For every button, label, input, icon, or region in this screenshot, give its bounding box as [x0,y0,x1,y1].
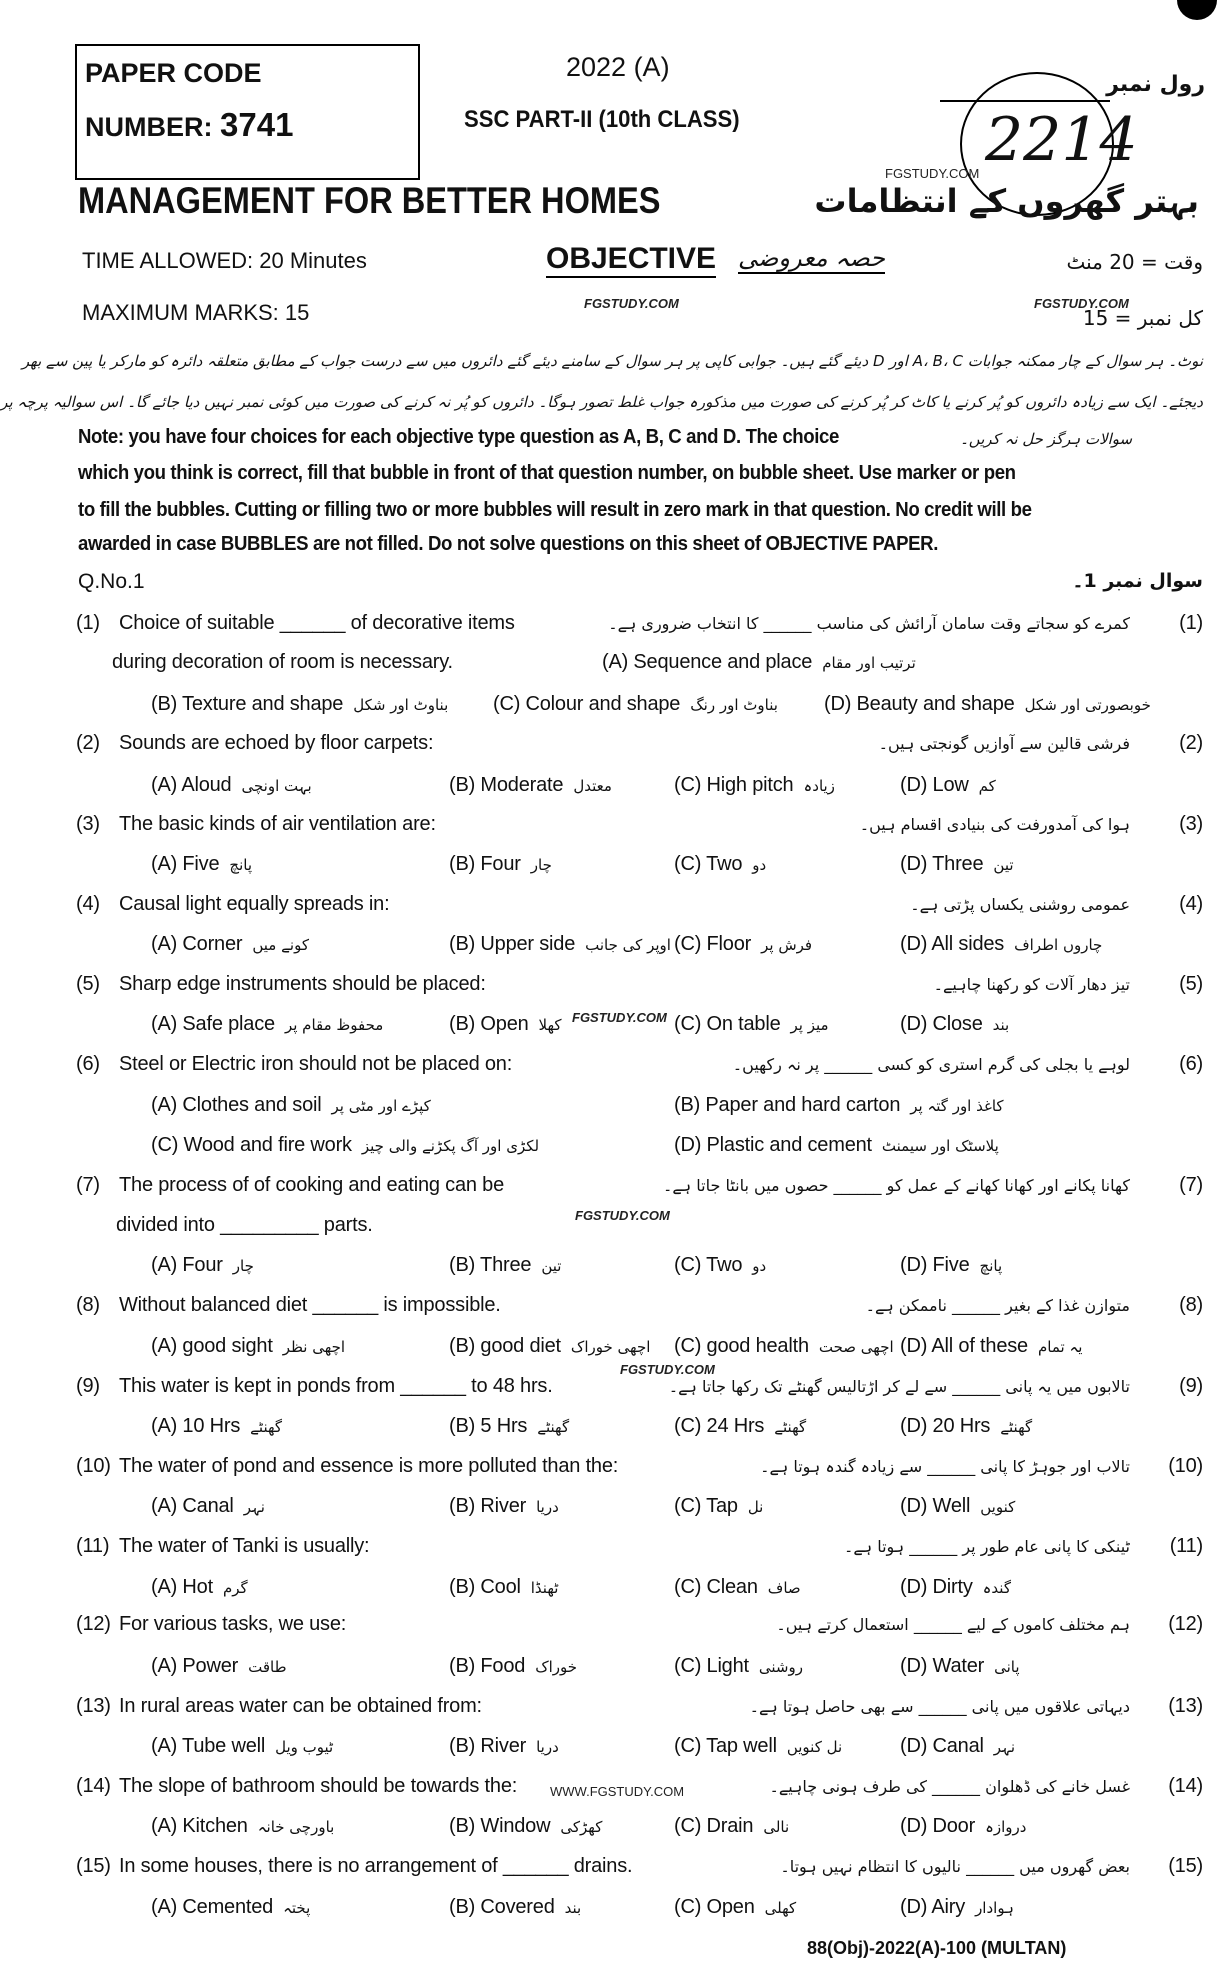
option-d [900,1655,1020,1678]
option-label: (B) Covered [449,1896,555,1918]
option-label-urdu: دریا [536,1498,559,1516]
option-label-urdu: دو [752,856,767,874]
option-label: (C) Clean [674,1576,758,1598]
question-text: The water of pond and essence is more polluted than the: [119,1455,619,1477]
question-text: Sharp edge instruments should be placed: [119,973,486,995]
option-label-urdu: محفوظ مقام پر [284,1016,384,1034]
option-label-urdu: میز پر [790,1016,829,1034]
question-number-urdu: (9) [1179,1375,1203,1397]
question-text-urdu: تالاب اور جوہڑ کا پانی ______ سے زیادہ گندہ ہوتا ہے۔ [760,1457,1130,1476]
option-c [674,1495,763,1518]
option-label: (D) Dirty [900,1576,973,1598]
option-c [151,1134,539,1157]
corner-mark [1177,0,1217,20]
option-a [151,774,312,797]
option-label: (A) Four [151,1254,223,1276]
option-a [151,1735,333,1758]
question-text-urdu: کھانا پکانے اور کھانا کھانے کے عمل کو ______ حصوں میں بانٹا جاتا ہے۔ [663,1176,1130,1195]
option-label-urdu: تین [993,856,1014,874]
option-label-urdu: خوبصورتی اور شکل [1024,696,1151,714]
question-text: The slope of bathroom should be towards the: [119,1775,518,1797]
option-b [449,1655,577,1678]
watermark: FGSTUDY.COM [575,1208,670,1223]
option-label: (D) Low [900,774,969,796]
option-label-urdu: کنویں [980,1498,1016,1516]
option-label-urdu: کھلی [764,1899,797,1917]
option-label: (C) Drain [674,1815,754,1837]
option-label: (A) Clothes and soil [151,1094,322,1116]
option-label: (D) Door [900,1815,976,1837]
option-label: (C) good health [674,1335,809,1357]
question-number: (14) [76,1775,111,1797]
option-label: (A) 10 Hrs [151,1415,241,1437]
note-line-4: awarded in case BUBBLES are not filled. Do not solve questions on this sheet of OBJECTIVE PAPER. [78,533,939,555]
option-label-urdu: بناوٹ اور شکل [353,696,449,714]
watermark: FGSTUDY.COM [885,166,980,181]
option-label: (D) All of these [900,1335,1028,1357]
option-d [900,1896,1014,1919]
option-b [449,1013,562,1036]
option-label-urdu: تین [541,1257,562,1275]
option-label-urdu: بند [992,1016,1010,1034]
option-a [151,853,252,876]
option-label-urdu: دو [752,1257,767,1275]
option-a [151,1495,265,1518]
maximum-marks: MAXIMUM MARKS: 15 [82,300,310,325]
option-label-urdu: معتدل [573,777,612,795]
option-b [449,1735,559,1758]
option-a [151,1415,282,1438]
option-label: (B) Upper side [449,933,576,955]
option-d [824,693,1151,716]
question-number-urdu: (4) [1179,893,1203,915]
question-text: Steel or Electric iron should not be placed on: [119,1053,513,1075]
option-b [449,933,671,956]
option-b [449,774,612,797]
option-a [151,1576,248,1599]
option-c [674,853,766,876]
option-label-urdu: نل [747,1498,764,1516]
option-label-urdu: ترتیب اور مقام [822,654,916,672]
option-label-urdu: چاروں اطراف [1014,936,1103,954]
option-label: (C) Two [674,853,743,875]
question-number: (8) [76,1294,100,1316]
option-label: (B) Open [449,1013,529,1035]
question-number: (1) [76,612,100,634]
option-label-urdu: ٹیوب ویل [275,1738,334,1756]
note-urdu-line-1: نوٹ۔ ہر سوال کے چار ممکنہ جوابات A، B، C اور D دیئے گئے ہیں۔ جوابی کاپی پر ہر سوال کے سامنے دیئے گئے دائروں میں سے درست جواب کے مطابق متعلقہ دائرہ کو مارکر یا پین سے بھر [21,352,1203,370]
option-a [151,1094,431,1117]
question-text: In rural areas water can be obtained from: [119,1695,482,1717]
option-label: (D) All sides [900,933,1005,955]
option-c [674,1655,803,1678]
option-a [151,1013,383,1036]
option-d [900,774,996,797]
option-d [900,933,1102,956]
note-line-3: to fill the bubbles. Cutting or filling two or more bubbles will result in zero mark in that question. No credit will be [78,499,1032,521]
option-label-urdu: فرش پر [761,936,813,954]
option-label-urdu: گندہ [982,1579,1011,1597]
question-text-urdu: ہم مختلف کاموں کے لیے ______ استعمال کرتے ہیں۔ [776,1615,1130,1634]
option-d [900,1495,1015,1518]
option-label: (A) Kitchen [151,1815,248,1837]
question-number: (2) [76,732,100,754]
option-b [449,1254,561,1277]
option-label: (B) Food [449,1655,526,1677]
option-label: (A) Cemented [151,1896,274,1918]
option-label: (D) Three [900,853,984,875]
option-b [449,1495,559,1518]
option-a [151,1254,254,1277]
option-label-urdu: پختہ [283,1899,311,1917]
option-label-urdu: ٹھنڈا [530,1579,559,1597]
option-label-urdu: دروازہ [985,1818,1027,1836]
option-label: (A) Aloud [151,774,232,796]
watermark: FGSTUDY.COM [620,1362,715,1377]
option-label: (A) Five [151,853,220,875]
question-text: Choice of suitable ______ of decorative items [119,612,515,634]
option-d [900,1254,1002,1277]
question-number: (11) [76,1535,110,1557]
option-label-urdu: پانچ [229,856,253,874]
question-number: (15) [76,1855,111,1877]
time-allowed-urdu: وقت = 20 منٹ [1066,250,1203,274]
option-d [674,1134,999,1157]
note-line-2: which you think is correct, fill that bubble in front of that question number, on bubble sheet. Use marker or pen [78,462,1016,484]
option-b [449,1815,602,1838]
option-label: (D) Five [900,1254,970,1276]
option-label: (D) Close [900,1013,983,1035]
question-number-urdu: (7) [1179,1174,1203,1196]
option-b [449,853,552,876]
paper-number [85,106,293,144]
option-label: (B) Window [449,1815,551,1837]
option-label: (A) Hot [151,1576,213,1598]
question-text-line-2: divided into _________ parts. [116,1214,373,1236]
option-label-urdu: یہ تمام [1037,1338,1083,1356]
option-label: (A) Sequence and place [602,651,813,673]
option-label: (A) Corner [151,933,243,955]
option-label-urdu: لکڑی اور آگ پکڑنے والی چیز [361,1137,540,1155]
option-label-urdu: گھنٹے [774,1418,807,1436]
question-text-urdu: عمومی روشنی یکساں پڑتی ہے۔ [910,895,1130,914]
option-label: (D) Beauty and shape [824,693,1015,715]
option-label-urdu: گھنٹے [1000,1418,1033,1436]
watermark: WWW.FGSTUDY.COM [550,1784,685,1799]
question-number-urdu: (5) [1179,973,1203,995]
option-label-urdu: گھنٹے [250,1418,283,1436]
option-c [674,1415,806,1438]
question-text: Causal light equally spreads in: [119,893,390,915]
footer-code: 88(Obj)-2022(A)-100 (MULTAN) [807,1938,1067,1958]
option-label: (C) 24 Hrs [674,1415,765,1437]
question-text-urdu: لوہے یا بجلی کی گرم استری کو کسی ______ پر نہ رکھیں۔ [732,1055,1130,1074]
question-text-line-2: during decoration of room is necessary. [112,651,453,673]
option-c [493,693,778,716]
option-label: (C) Tap well [674,1735,777,1757]
option-label-urdu: کم [978,777,996,795]
paper-number-label: NUMBER: [85,112,213,142]
option-label: (C) Floor [674,933,752,955]
option-label: (B) Moderate [449,774,564,796]
objective-heading-urdu: حصہ معروضی [738,244,885,272]
option-label-urdu: پانی [994,1658,1020,1676]
question-number: (5) [76,973,100,995]
option-label-urdu: کھلا [538,1016,562,1034]
option-label: (B) Paper and hard carton [674,1094,901,1116]
question-number: (6) [76,1053,100,1075]
option-d [900,1735,1015,1758]
option-label-urdu: روشنی [758,1658,803,1676]
option-d [900,1013,1009,1036]
question-number-urdu: (1) [1179,612,1203,634]
option-c [674,1013,829,1036]
option-label: (B) Cool [449,1576,521,1598]
question-number: (12) [76,1613,111,1635]
question-number-urdu: (10) [1168,1455,1203,1477]
question-number: (9) [76,1375,100,1397]
note-urdu-line-2: دیجئے۔ ایک سے زیادہ دائروں کو پُر کرنے یا کاٹ کر پُر کرنے کی صورت میں مذکورہ جواب غلط تصور ہوگا۔ دائروں کو پُر نہ کرنے کی صورت میں کوئی نمبر نہیں دیا جائے گا۔ اس سوالیہ پرچہ پر [0,393,1203,411]
option-label: (C) Two [674,1254,743,1276]
option-label-urdu: باورچی خانہ [257,1818,335,1836]
question-text: The basic kinds of air ventilation are: [119,813,436,835]
option-label: (B) River [449,1735,527,1757]
question-number-urdu: (11) [1169,1535,1203,1557]
option-a [151,933,309,956]
question-text: Without balanced diet ______ is impossible. [119,1294,501,1316]
option-label: (C) Open [674,1896,755,1918]
question-number: (4) [76,893,100,915]
roll-number-label-urdu: رول نمبر [1106,72,1205,97]
option-label-urdu: کاغذ اور گتہ پر [910,1097,1004,1115]
option-a [602,651,916,674]
option-label-urdu: اوپر کی جانب [585,936,671,954]
option-label: (D) 20 Hrs [900,1415,991,1437]
question-number: (13) [76,1695,111,1717]
subject-title-urdu: بہتر گھروں کے انتظامات [814,182,1199,220]
question-text: For various tasks, we use: [119,1613,347,1635]
option-a [151,1655,287,1678]
option-label-urdu: گھنٹے [537,1418,570,1436]
option-label-urdu: اچھی صحت [818,1338,894,1356]
question-number: (3) [76,813,100,835]
option-label-urdu: طاقت [248,1658,287,1676]
question-text: The water of Tanki is usually: [119,1535,370,1557]
exam-class: SSC PART-II (10th CLASS) [464,106,740,133]
question-text-urdu: ٹینکی کا پانی عام طور پر ______ ہوتا ہے۔ [843,1537,1130,1556]
question-number-urdu: (6) [1179,1053,1203,1075]
option-c [674,1335,894,1358]
option-label: (A) good sight [151,1335,273,1357]
question-text: The process of of cooking and eating can be [119,1174,504,1196]
option-label-urdu: کونے میں [252,936,309,954]
option-label: (B) Three [449,1254,532,1276]
maximum-marks-urdu: کل نمبر = 15 [1082,306,1203,330]
option-b [151,693,448,716]
exam-year: 2022 (A) [566,52,670,82]
option-a [151,1896,310,1919]
option-label: (D) Well [900,1495,971,1517]
paper-number-value: 3741 [220,106,294,143]
option-c [674,1254,766,1277]
option-label: (A) Power [151,1655,239,1677]
option-label: (C) High pitch [674,774,794,796]
question-number-urdu: (8) [1179,1294,1203,1316]
option-b [674,1094,1004,1117]
question-text-urdu: متوازن غذا کے بغیر ______ ناممکن ہے۔ [865,1296,1130,1315]
question-number-heading-urdu: سوال نمبر 1۔ [1072,570,1203,592]
option-label: (B) Texture and shape [151,693,344,715]
question-number-urdu: (12) [1168,1613,1203,1635]
watermark: FGSTUDY.COM [1034,296,1129,311]
question-text-urdu: ہوا کی آمدورفت کی بنیادی اقسام ہیں۔ [859,815,1130,834]
option-label-urdu: زیادہ [803,777,835,795]
note-line-1: Note: you have four choices for each objective type question as A, B, C and D. The choice [78,426,840,448]
option-label-urdu: کھڑکی [560,1818,603,1836]
question-text-urdu: بعض گھروں میں ______ نالیوں کا انتظام نہیں ہوتا۔ [780,1857,1130,1876]
option-label-urdu: نالی [763,1818,790,1836]
option-label: (C) Light [674,1655,749,1677]
note-urdu-line-3: سوالات ہرگز حل نہ کریں۔ [960,430,1133,448]
time-allowed: TIME ALLOWED: 20 Minutes [82,248,367,273]
option-label: (A) Safe place [151,1013,275,1035]
option-label-urdu: پلاسٹک اور سیمنٹ [881,1137,999,1155]
watermark: FGSTUDY.COM [584,296,679,311]
option-label-urdu: چار [232,1257,254,1275]
option-label: (B) River [449,1495,527,1517]
option-b [449,1576,558,1599]
option-label: (D) Plastic and cement [674,1134,872,1156]
option-label-urdu: اچھی خوراک [570,1338,651,1356]
option-label-urdu: صاف [767,1579,801,1597]
option-c [674,1896,796,1919]
option-d [900,1576,1011,1599]
option-label-urdu: گرم [222,1579,248,1597]
option-a [151,1335,345,1358]
option-label-urdu: نہر [243,1498,265,1516]
option-d [900,1815,1026,1838]
objective-heading: OBJECTIVE [546,242,716,278]
option-c [674,774,835,797]
question-text-urdu: غسل خانے کی ڈھلوان ______ کی طرف ہونی چاہیے۔ [769,1777,1130,1796]
question-text: In some houses, there is no arrangement of ______ drains. [119,1855,633,1877]
handwritten-roll-number: 2214 [985,105,1138,175]
option-label-urdu: بہت اونچی [241,777,312,795]
question-number: (10) [76,1455,111,1477]
option-label: (A) Tube well [151,1735,266,1757]
option-label: (C) Tap [674,1495,738,1517]
option-label-urdu: ہوادار [975,1899,1014,1917]
question-number-urdu: (14) [1168,1775,1203,1797]
option-label-urdu: کپڑے اور مٹی پر [331,1097,431,1115]
option-label: (D) Water [900,1655,985,1677]
question-number-urdu: (15) [1168,1855,1203,1877]
question-text-urdu: تالابوں میں یہ پانی ______ سے لے کر اڑتالیس گھنٹے تک رکھا جاتا ہے۔ [668,1377,1130,1396]
question-text-urdu: فرشی قالین سے آوازیں گونجتی ہیں۔ [878,734,1130,753]
option-label-urdu: پانچ [979,1257,1003,1275]
option-b [449,1335,650,1358]
option-c [674,1735,842,1758]
question-number: (7) [76,1174,100,1196]
paper-code-label: PAPER CODE [85,58,262,88]
option-label: (B) good diet [449,1335,561,1357]
question-number-urdu: (2) [1179,732,1203,754]
option-label-urdu: بند [564,1899,582,1917]
option-c [674,1576,801,1599]
question-text-urdu: کمرے کو سجاتے وقت سامان آرائش کی مناسب ______ کا انتخاب ضروری ہے۔ [608,614,1130,633]
option-d [900,1335,1082,1358]
question-text-urdu: تیز دھار آلات کو رکھنا چاہیے۔ [933,975,1130,994]
question-number-urdu: (3) [1179,813,1203,835]
question-number-heading: Q.No.1 [78,570,145,593]
option-c [674,933,812,956]
option-c [674,1815,789,1838]
option-label: (A) Canal [151,1495,234,1517]
option-label-urdu: بناوٹ اور رنگ [690,696,778,714]
option-b [449,1896,581,1919]
option-d [900,1415,1032,1438]
option-label-urdu: دریا [536,1738,559,1756]
option-label: (C) On table [674,1013,781,1035]
subject-title: MANAGEMENT FOR BETTER HOMES [78,180,661,221]
watermark: FGSTUDY.COM [572,1010,667,1025]
option-d [900,853,1014,876]
option-label: (B) 5 Hrs [449,1415,528,1437]
option-label-urdu: نل کنویں [786,1738,843,1756]
option-label-urdu: خوراک [535,1658,578,1676]
option-label: (C) Colour and shape [493,693,681,715]
question-text: This water is kept in ponds from ______ to 48 hrs. [119,1375,553,1397]
question-number-urdu: (13) [1168,1695,1203,1717]
option-label: (B) Four [449,853,521,875]
option-b [449,1415,569,1438]
option-label-urdu: نہر [993,1738,1016,1756]
option-label: (C) Wood and fire work [151,1134,352,1156]
question-text-urdu: دیہاتی علاقوں میں پانی ______ سے بھی حاصل ہوتا ہے۔ [749,1697,1130,1716]
option-a [151,1815,334,1838]
question-text: Sounds are echoed by floor carpets: [119,732,434,754]
option-label: (D) Canal [900,1735,984,1757]
option-label-urdu: اچھی نظر [282,1338,346,1356]
paper-code-box [75,44,420,180]
option-label: (D) Airy [900,1896,966,1918]
option-label-urdu: چار [530,856,552,874]
